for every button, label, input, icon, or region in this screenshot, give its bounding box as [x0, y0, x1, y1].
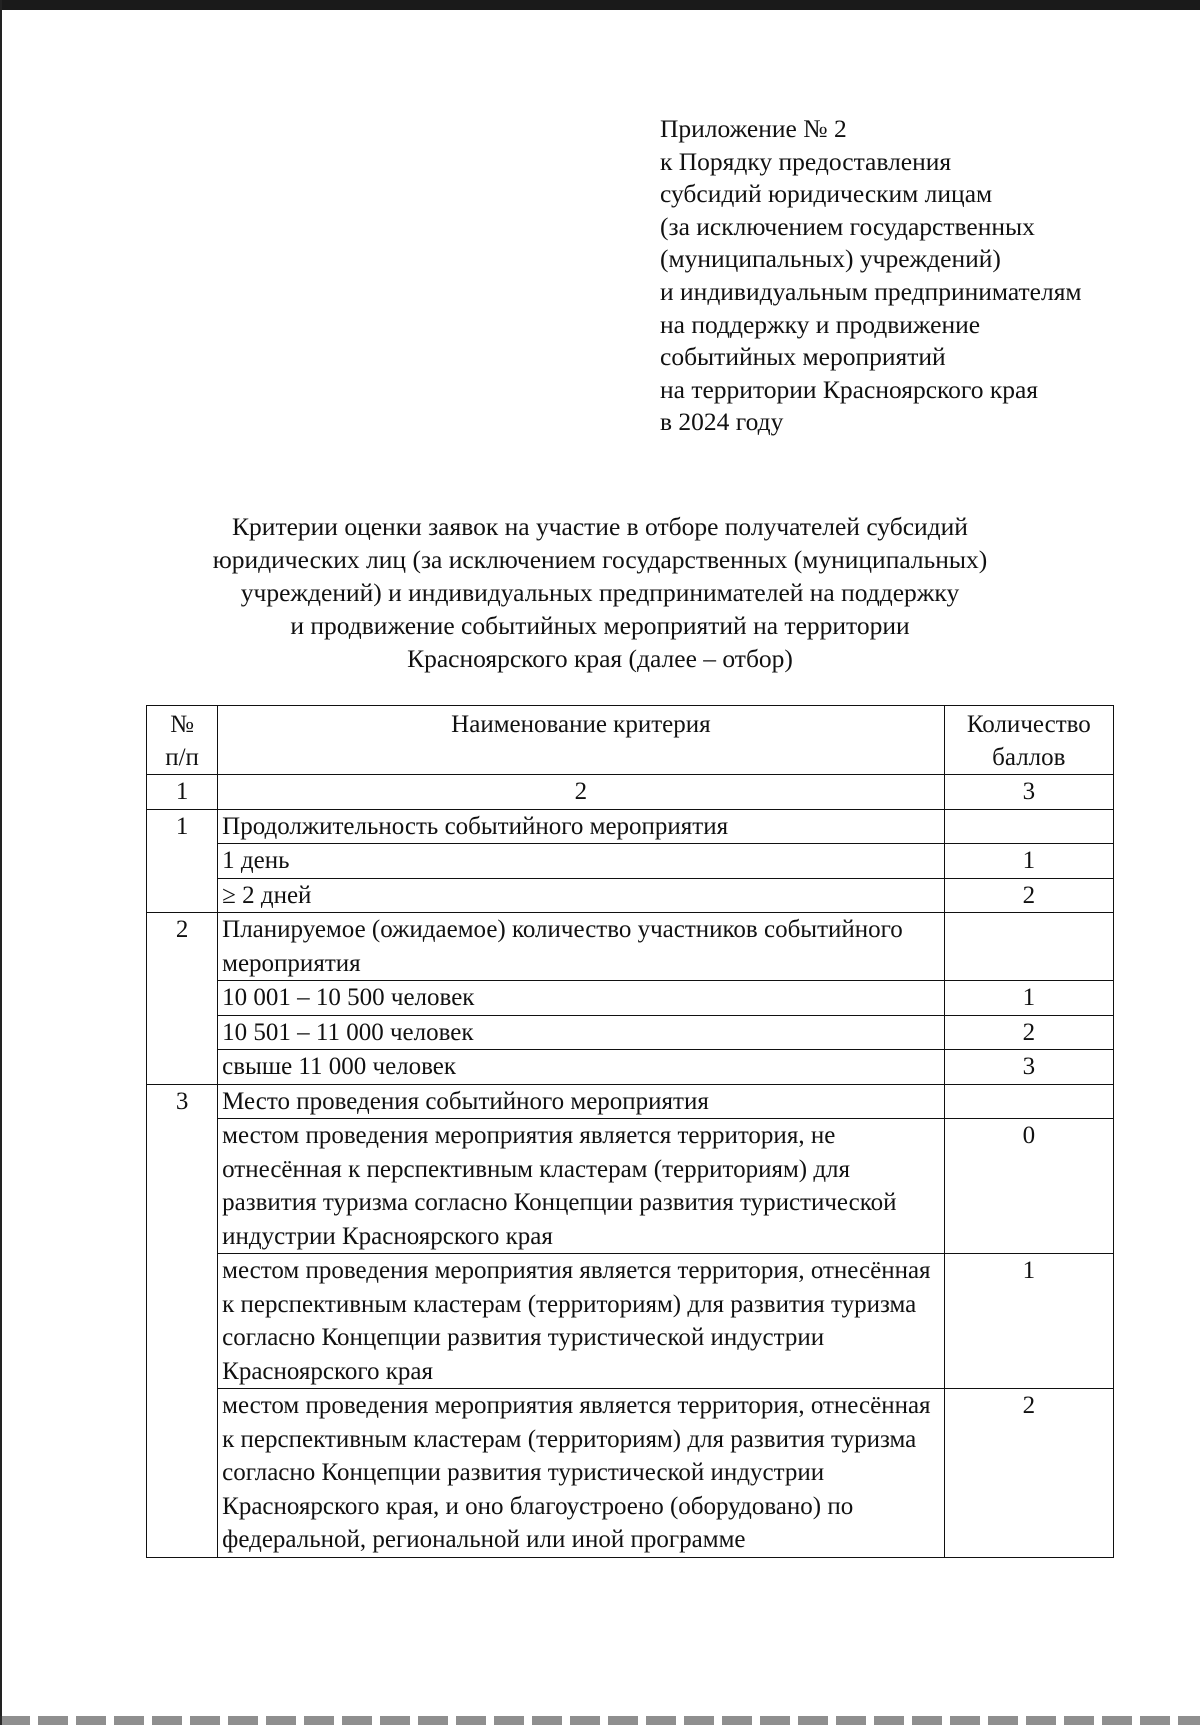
- option-text: местом проведения мероприятия является территория, не отнесённая к перспективным кластерам (территориям) для развития туризма согласно Концепции развития туристической индустрии Красноярского края: [218, 1119, 945, 1254]
- appendix-line: к Порядку предоставления: [660, 146, 952, 176]
- column-number: 2: [218, 775, 945, 810]
- header-criterion-name: Наименование критерия: [218, 706, 945, 775]
- option-points: 1: [944, 1254, 1113, 1389]
- option-points: 1: [944, 844, 1113, 879]
- column-number-row: [147, 775, 1114, 810]
- header-points-line2: баллов: [992, 744, 1066, 771]
- appendix-line: на территории Красноярского края: [660, 374, 1039, 404]
- appendix-line: (за исключением государственных: [660, 211, 1035, 241]
- criterion-name: Продолжительность событийного мероприятия: [218, 809, 945, 844]
- criterion-points-empty: [944, 913, 1113, 981]
- title-line: и продвижение событийных мероприятий на территории: [290, 611, 910, 640]
- table-header-row: [147, 706, 1114, 775]
- criterion-number: 2: [147, 913, 218, 1085]
- criterion-name: Место проведения событийного мероприятия: [218, 1084, 945, 1119]
- option-row: [147, 1050, 1114, 1085]
- criterion-row: [147, 1084, 1114, 1119]
- option-points: 0: [944, 1119, 1113, 1254]
- title-line: Красноярского края (далее – отбор): [407, 644, 793, 673]
- title-line: Критерии оценки заявок на участие в отборе получателей субсидий: [232, 512, 968, 541]
- option-row: [147, 1389, 1114, 1558]
- scan-edge-bottom: [0, 1716, 1200, 1725]
- option-text: 1 день: [218, 844, 945, 879]
- header-number-line2: п/п: [165, 744, 199, 771]
- appendix-line: субсидий юридическим лицам: [660, 179, 993, 209]
- scan-edge-top: [0, 0, 1200, 10]
- appendix-line: Приложение № 2: [660, 114, 847, 143]
- criterion-number: 1: [147, 809, 218, 913]
- option-points: 2: [944, 878, 1113, 913]
- option-points: 2: [944, 1015, 1113, 1050]
- header-number: [147, 706, 218, 775]
- appendix-line: событийных мероприятий: [660, 342, 946, 372]
- option-text: 10 501 – 11 000 человек: [218, 1015, 945, 1050]
- criteria-table: [146, 705, 1114, 1558]
- document-title: [130, 510, 1070, 675]
- criterion-row: [147, 809, 1114, 844]
- appendix-line: в 2024 году: [660, 407, 784, 437]
- criterion-points-empty: [944, 1084, 1113, 1119]
- option-row: [147, 1119, 1114, 1254]
- header-points-line1: Количество: [966, 711, 1091, 738]
- option-points: 2: [944, 1389, 1113, 1558]
- column-number: 3: [944, 775, 1113, 810]
- header-number-line1: №: [170, 711, 194, 738]
- option-text: местом проведения мероприятия является территория, отнесённая к перспективным кластерам (территориям) для развития туризма согласно Концепции развития туристической индустрии Красноярского края, и оно благоустроено (оборудовано) по федеральной, региональной или иной программе: [218, 1389, 945, 1558]
- appendix-line: (муниципальных) учреждений): [660, 244, 1001, 274]
- appendix-heading: [660, 113, 1180, 439]
- title-line: учреждений) и индивидуальных предпринимателей на поддержку: [240, 578, 960, 607]
- option-text: ≥ 2 дней: [218, 878, 945, 913]
- appendix-line: на поддержку и продвижение: [660, 309, 981, 339]
- appendix-line: и индивидуальным предпринимателям: [660, 276, 1082, 306]
- criterion-row: [147, 913, 1114, 981]
- criterion-points-empty: [944, 809, 1113, 844]
- criterion-name: Планируемое (ожидаемое) количество участников событийного мероприятия: [218, 913, 945, 981]
- option-row: [147, 981, 1114, 1016]
- option-points: 1: [944, 981, 1113, 1016]
- scan-edge-left: [0, 0, 2, 1725]
- option-row: [147, 844, 1114, 879]
- column-number: 1: [147, 775, 218, 810]
- option-text: 10 001 – 10 500 человек: [218, 981, 945, 1016]
- header-points: [944, 706, 1113, 775]
- option-text: местом проведения мероприятия является территория, отнесённая к перспективным кластерам (территориям) для развития туризма согласно Концепции развития туристической индустрии Красноярского края: [218, 1254, 945, 1389]
- option-points: 3: [944, 1050, 1113, 1085]
- title-line: юридических лиц (за исключением государственных (муниципальных): [212, 545, 988, 574]
- option-row: [147, 878, 1114, 913]
- option-row: [147, 1015, 1114, 1050]
- option-row: [147, 1254, 1114, 1389]
- criterion-number: 3: [147, 1084, 218, 1557]
- option-text: свыше 11 000 человек: [218, 1050, 945, 1085]
